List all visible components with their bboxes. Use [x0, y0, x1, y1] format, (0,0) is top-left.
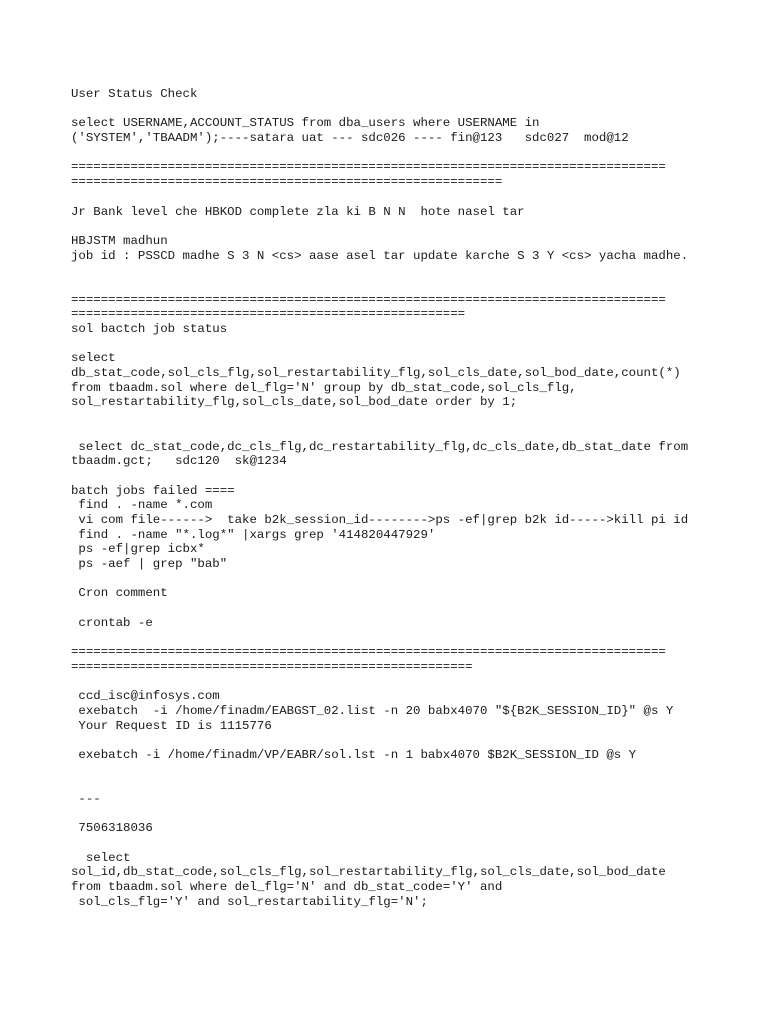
text-line: HBJSTM madhun — [71, 233, 168, 248]
text-line: select — [71, 351, 116, 366]
text-line — [71, 425, 761, 440]
text-line: find . -name *.com — [71, 498, 213, 513]
text-line: from tbaadm.sol where del_flg='N' and db_stat_code='Y' and — [71, 880, 503, 895]
text-line: select dc_stat_code,dc_cls_flg,dc_restartability_flg,dc_cls_date,db_stat_date from — [71, 439, 689, 454]
text-line: ccd_isc@infosys.com — [71, 689, 220, 704]
text-line: ================================================================================ — [71, 292, 666, 307]
text-line — [71, 675, 761, 690]
text-line — [71, 410, 761, 425]
text-line — [71, 777, 761, 792]
text-line: vi com file------> take b2k_session_id-------->ps -ef|grep b2k id----->kill pi id — [71, 512, 689, 527]
text-line: select — [71, 850, 131, 865]
text-line: sol_id,db_stat_code,sol_cls_flg,sol_restartability_flg,sol_cls_date,sol_bod_date — [71, 865, 666, 880]
text-line: select USERNAME,ACCOUNT_STATUS from dba_users where USERNAME in — [71, 116, 540, 131]
text-line: ================================================================================ — [71, 645, 666, 660]
text-line: ps -aef | grep "bab" — [71, 557, 228, 571]
text-line — [71, 263, 761, 278]
text-line — [71, 219, 761, 234]
text-line: sol_cls_flg='Y' and sol_restartability_flg='N'; — [71, 894, 428, 909]
text-line: Your Request ID is 1115776 — [71, 718, 272, 733]
text-line: Cron comment — [71, 586, 168, 601]
text-line: sol_restartability_flg,sol_cls_date,sol_bod_date order by 1; — [71, 395, 518, 410]
text-line: exebatch -i /home/finadm/EABGST_02.list -n 20 babx4070 "${B2K_SESSION_ID}" @s Y — [71, 703, 674, 718]
text-line — [71, 469, 761, 484]
text-line: db_stat_code,sol_cls_flg,sol_restartability_flg,sol_cls_date,sol_bod_date,count(*) — [71, 366, 681, 381]
text-line: find . -name "*.log*" |xargs grep '414820447929' — [71, 527, 436, 542]
text-line: ('SYSTEM','TBAADM');----satara uat --- sdc026 ---- fin@123 sdc027 mod@12 — [71, 131, 629, 146]
text-line — [71, 763, 761, 778]
text-line — [71, 278, 761, 293]
text-line: ===================================================== — [71, 307, 466, 322]
text-line — [71, 836, 761, 851]
text-line: --- — [71, 792, 101, 806]
text-line — [71, 102, 761, 117]
text-line: ====================================================== — [71, 659, 473, 674]
text-line — [71, 337, 761, 352]
text-line: ================================================================================ — [71, 160, 666, 175]
text-line: batch jobs failed ==== — [71, 483, 235, 498]
text-line: from tbaadm.sol where del_flg='N' group by db_stat_code,sol_cls_flg, — [71, 380, 577, 395]
text-line: User Status Check — [71, 87, 198, 101]
text-line — [71, 146, 761, 161]
text-line: crontab -e — [71, 615, 153, 630]
text-line — [71, 630, 761, 645]
text-line — [71, 601, 761, 616]
text-line: ========================================================== — [71, 175, 503, 190]
text-line — [71, 807, 761, 822]
text-line: ps -ef|grep icbx* — [71, 542, 205, 557]
text-line: 7506318036 — [71, 821, 153, 836]
text-line — [71, 190, 761, 205]
text-line: exebatch -i /home/finadm/VP/EABR/sol.lst -n 1 babx4070 $B2K_SESSION_ID @s Y — [71, 747, 637, 762]
text-line: Jr Bank level che HBKOD complete zla ki B N N hote nasel tar — [71, 204, 525, 219]
text-line: tbaadm.gct; sdc120 sk@1234 — [71, 454, 287, 469]
text-line: sol bactch job status — [71, 322, 228, 336]
text-line: job id : PSSCD madhe S 3 N <cs> aase asel tar update karche S 3 Y <cs> yacha madhe. — [71, 248, 689, 263]
document-text — [71, 87, 761, 910]
text-line — [71, 572, 761, 587]
text-line — [71, 733, 761, 748]
